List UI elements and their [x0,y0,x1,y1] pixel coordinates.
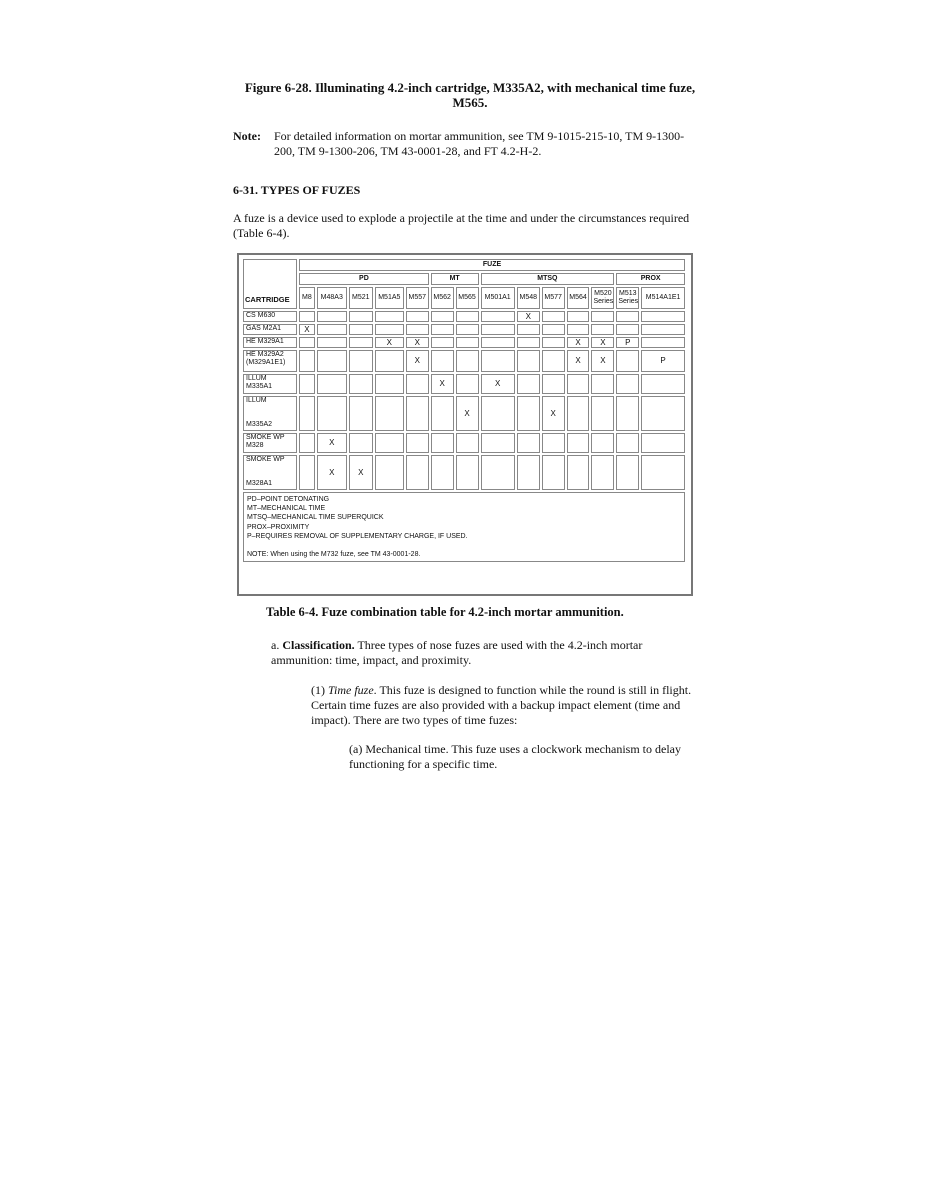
fuze-mark-cell [591,374,614,394]
column-header-m562: M562 [431,287,454,309]
table-caption: Table 6-4. Fuze combination table for 4.2-inch mortar ammunition. [266,605,624,619]
table-row [243,396,685,431]
cartridge-name-line2: M328 [246,442,264,449]
legend-pd: PD–POINT DETONATING [247,496,330,503]
fuze-mark-cell [456,374,479,394]
fuze-mark-cell: P [616,337,639,348]
table-row [243,337,685,348]
figure-caption-line1: Figure 6-28. Illuminating 4.2-inch cartridge, M335A2, with mechanical time fuze, [244,80,696,95]
fuze-mark-cell [375,433,404,453]
fuze-mark-cell [591,433,614,453]
fuze-mark-cell [299,350,315,372]
column-header-m548: M548 [517,287,540,309]
fuze-mark-cell [349,374,373,394]
column-header-m51a5: M51A5 [375,287,404,309]
paragraph-time-fuze [311,683,701,728]
cartridge-cell [243,350,297,372]
figure-caption-line2: M565. [452,95,488,110]
column-header-m564: M564 [567,287,590,309]
fuze-mark-cell [317,374,347,394]
fuze-mark-cell [481,324,515,335]
fuze-header: FUZE [299,259,685,271]
fuze-mark-cell [591,455,614,490]
fuze-mark-cell [517,350,540,372]
fuze-mark-cell [375,350,404,372]
fuze-mark-cell [517,396,540,431]
legend-cell [243,492,685,562]
column-header-m514a1e1: M514A1E1 [641,287,685,309]
fuze-mark-cell [299,374,315,394]
fuze-mark-cell [406,396,429,431]
fuze-mark-cell [567,324,590,335]
paragraph-text: Three types of nose fuzes are used with the 4.2-inch mortar ammunition: time, impact, and proximity. [271,638,643,667]
fuze-mark-cell [456,455,479,490]
paragraph-mechanical-time: (a) Mechanical time. This fuze uses a clockwork mechanism to delay functioning for a specific time. [349,742,681,771]
column-header-m565: M565 [456,287,479,309]
section-title: 6-31. TYPES OF FUZES [233,183,361,197]
cartridge-cell [243,324,297,335]
fuze-mark-cell [431,337,454,348]
fuze-mark-cell [317,350,347,372]
cartridge-name: ILLUM [246,397,267,404]
fuze-mark-cell: X [349,455,373,490]
fuze-mark-cell [481,455,515,490]
fuze-mark-cell [375,374,404,394]
legend-mtsq: MTSQ–MECHANICAL TIME SUPERQUICK [247,514,384,522]
legend-row [243,492,685,562]
fuze-mark-cell [456,350,479,372]
cartridge-cell [243,337,297,348]
fuze-mark-cell [542,374,565,394]
paragraph-prefix: (1) [311,683,328,697]
fuze-mark-cell [616,324,639,335]
group-header-mt: MT [431,273,479,285]
cartridge-name: GAS M2A1 [246,325,282,332]
fuze-mark-cell [456,311,479,322]
note-text: For detailed information on mortar ammunition, see TM 9-1015-215-10, TM 9-1300-200, TM 9-1300-206, TM 43-0001-28, and FT 4.2-H-2. [274,129,685,158]
fuze-mark-cell [567,311,590,322]
paragraph-label: Time fuze [328,683,374,697]
cartridge-name: CS M630 [246,312,276,319]
fuze-mark-cell [349,337,373,348]
fuze-mark-cell [431,350,454,372]
intro-paragraph: A fuze is a device used to explode a projectile at the time and under the circumstances required (Table 6-4). [233,211,690,240]
legend-note: NOTE: When using the M732 fuze, see TM 43-0001-28. [247,551,421,559]
cartridge-name: ILLUM [246,375,267,382]
fuze-mark-cell [616,433,639,453]
cartridge-cell [243,374,297,394]
fuze-mark-cell [406,433,429,453]
fuze-mark-cell [567,374,590,394]
fuze-mark-cell [375,324,404,335]
table-row [243,324,685,335]
fuze-mark-cell [481,337,515,348]
fuze-mark-cell [542,337,565,348]
cartridge-name: HE M329A2 [246,351,284,358]
fuze-mark-cell: X [299,324,315,335]
cartridge-name-line2: M335A1 [246,383,273,390]
fuze-mark-cell [641,455,685,490]
fuze-mark-cell [641,311,685,322]
fuze-mark-cell [317,337,347,348]
fuze-mark-cell [431,324,454,335]
fuze-mark-cell [299,396,315,431]
table-row [243,455,685,490]
fuze-mark-cell [542,311,565,322]
fuze-mark-cell [299,433,315,453]
fuze-mark-cell [481,396,515,431]
note-label: Note: [233,129,261,143]
fuze-mark-cell: X [567,337,590,348]
figure-caption [220,80,720,110]
fuze-mark-cell [317,311,347,322]
group-header-mtsq: MTSQ [481,273,615,285]
fuze-mark-cell [431,433,454,453]
column-header-m501a1: M501A1 [481,287,515,309]
fuze-mark-cell [456,324,479,335]
fuze-mark-cell [456,433,479,453]
cartridge-cell [243,311,297,322]
fuze-mark-cell [299,337,315,348]
fuze-mark-cell [406,311,429,322]
fuze-mark-cell [616,350,639,372]
fuze-mark-cell [299,455,315,490]
fuze-mark-cell: X [375,337,404,348]
fuze-mark-cell [431,396,454,431]
cartridge-cell [243,455,297,490]
paragraph-prefix: a. [271,638,283,652]
fuze-table-frame [237,253,693,596]
fuze-mark-cell [591,324,614,335]
fuze-mark-cell [375,311,404,322]
fuze-mark-cell [481,311,515,322]
fuze-mark-cell: X [567,350,590,372]
fuze-mark-cell: X [406,350,429,372]
table-row [243,433,685,453]
fuze-mark-cell [406,455,429,490]
fuze-mark-cell [375,396,404,431]
column-header-m513-line1: M513 [618,290,637,297]
fuze-mark-cell [517,433,540,453]
column-header-m521: M521 [349,287,373,309]
fuze-mark-cell [431,311,454,322]
fuze-mark-cell [542,455,565,490]
column-header-m513-line2: Series [618,298,639,305]
fuze-mark-cell [517,455,540,490]
fuze-mark-cell [641,433,685,453]
paragraph-label: Classification. [282,638,355,652]
fuze-mark-cell [349,350,373,372]
fuze-mark-cell: X [406,337,429,348]
cartridge-name-line2: M335A2 [246,421,273,428]
fuze-mark-cell [456,337,479,348]
cartridge-cell [243,396,297,431]
column-header-m520-line2: Series [593,298,614,305]
fuze-mark-cell: X [456,396,479,431]
cartridge-name-line2: (M329A1E1) [246,359,286,366]
group-header-pd: PD [299,273,429,285]
fuze-mark-cell [349,396,373,431]
fuze-mark-cell: P [641,350,685,372]
fuze-mark-cell [406,324,429,335]
fuze-mark-cell: X [591,350,614,372]
fuze-mark-cell: X [481,374,515,394]
fuze-mark-cell [349,311,373,322]
fuze-mark-cell: X [431,374,454,394]
legend-prox: PROX–PROXIMITY [247,523,310,531]
paragraph-text: . This fuze is designed to function while the round is still in flight. Certain time fuzes are also provided with a backup impact element (time and impact). There are two types of time fuzes: [311,683,692,727]
fuze-mark-cell [616,374,639,394]
cartridge-header: CARTRIDGE [243,259,297,309]
cartridge-name: SMOKE WP [246,434,285,441]
column-header-m577: M577 [542,287,565,309]
fuze-mark-cell [591,396,614,431]
fuze-mark-cell [517,337,540,348]
fuze-mark-cell [567,396,590,431]
fuze-mark-cell [641,324,685,335]
fuze-mark-cell [542,324,565,335]
column-header-m8: M8 [299,287,315,309]
fuze-mark-cell: X [317,433,347,453]
cartridge-name: HE M329A1 [246,338,284,345]
cartridge-name-line2: M328A1 [246,480,273,487]
fuze-mark-cell: X [591,337,614,348]
fuze-mark-cell [641,337,685,348]
fuze-mark-cell [317,324,347,335]
column-header-m520-line1: M520 [594,290,612,297]
fuze-mark-cell [431,455,454,490]
fuze-mark-cell [517,324,540,335]
table-row [243,374,685,394]
cartridge-name: SMOKE WP [246,456,285,463]
fuze-mark-cell [542,433,565,453]
fuze-mark-cell [517,374,540,394]
fuze-mark-cell [349,433,373,453]
column-header-m513-series [616,287,639,309]
fuze-mark-cell [641,396,685,431]
fuze-mark-cell [616,396,639,431]
fuze-mark-cell [317,396,347,431]
fuze-combination-table [241,257,687,564]
fuze-mark-cell [481,433,515,453]
fuze-mark-cell [299,311,315,322]
paragraph-classification [271,638,696,668]
fuze-mark-cell: X [542,396,565,431]
fuze-mark-cell [349,324,373,335]
column-header-m557: M557 [406,287,429,309]
fuze-mark-cell [481,350,515,372]
table-row [243,311,685,322]
legend-mt: MT–MECHANICAL TIME [247,505,326,513]
column-header-m48a3: M48A3 [317,287,347,309]
fuze-mark-cell: X [317,455,347,490]
fuze-mark-cell [616,455,639,490]
group-header-prox: PROX [616,273,685,285]
fuze-mark-cell [375,455,404,490]
table-row [243,350,685,372]
fuze-mark-cell [641,374,685,394]
column-header-m520-series [591,287,614,309]
fuze-mark-cell: X [517,311,540,322]
fuze-mark-cell [616,311,639,322]
fuze-mark-cell [591,311,614,322]
legend-p: P–REQUIRES REMOVAL OF SUPPLEMENTARY CHARGE, IF USED. [247,532,468,540]
fuze-mark-cell [567,455,590,490]
fuze-mark-cell [567,433,590,453]
fuze-mark-cell [542,350,565,372]
cartridge-cell [243,433,297,453]
fuze-mark-cell [406,374,429,394]
